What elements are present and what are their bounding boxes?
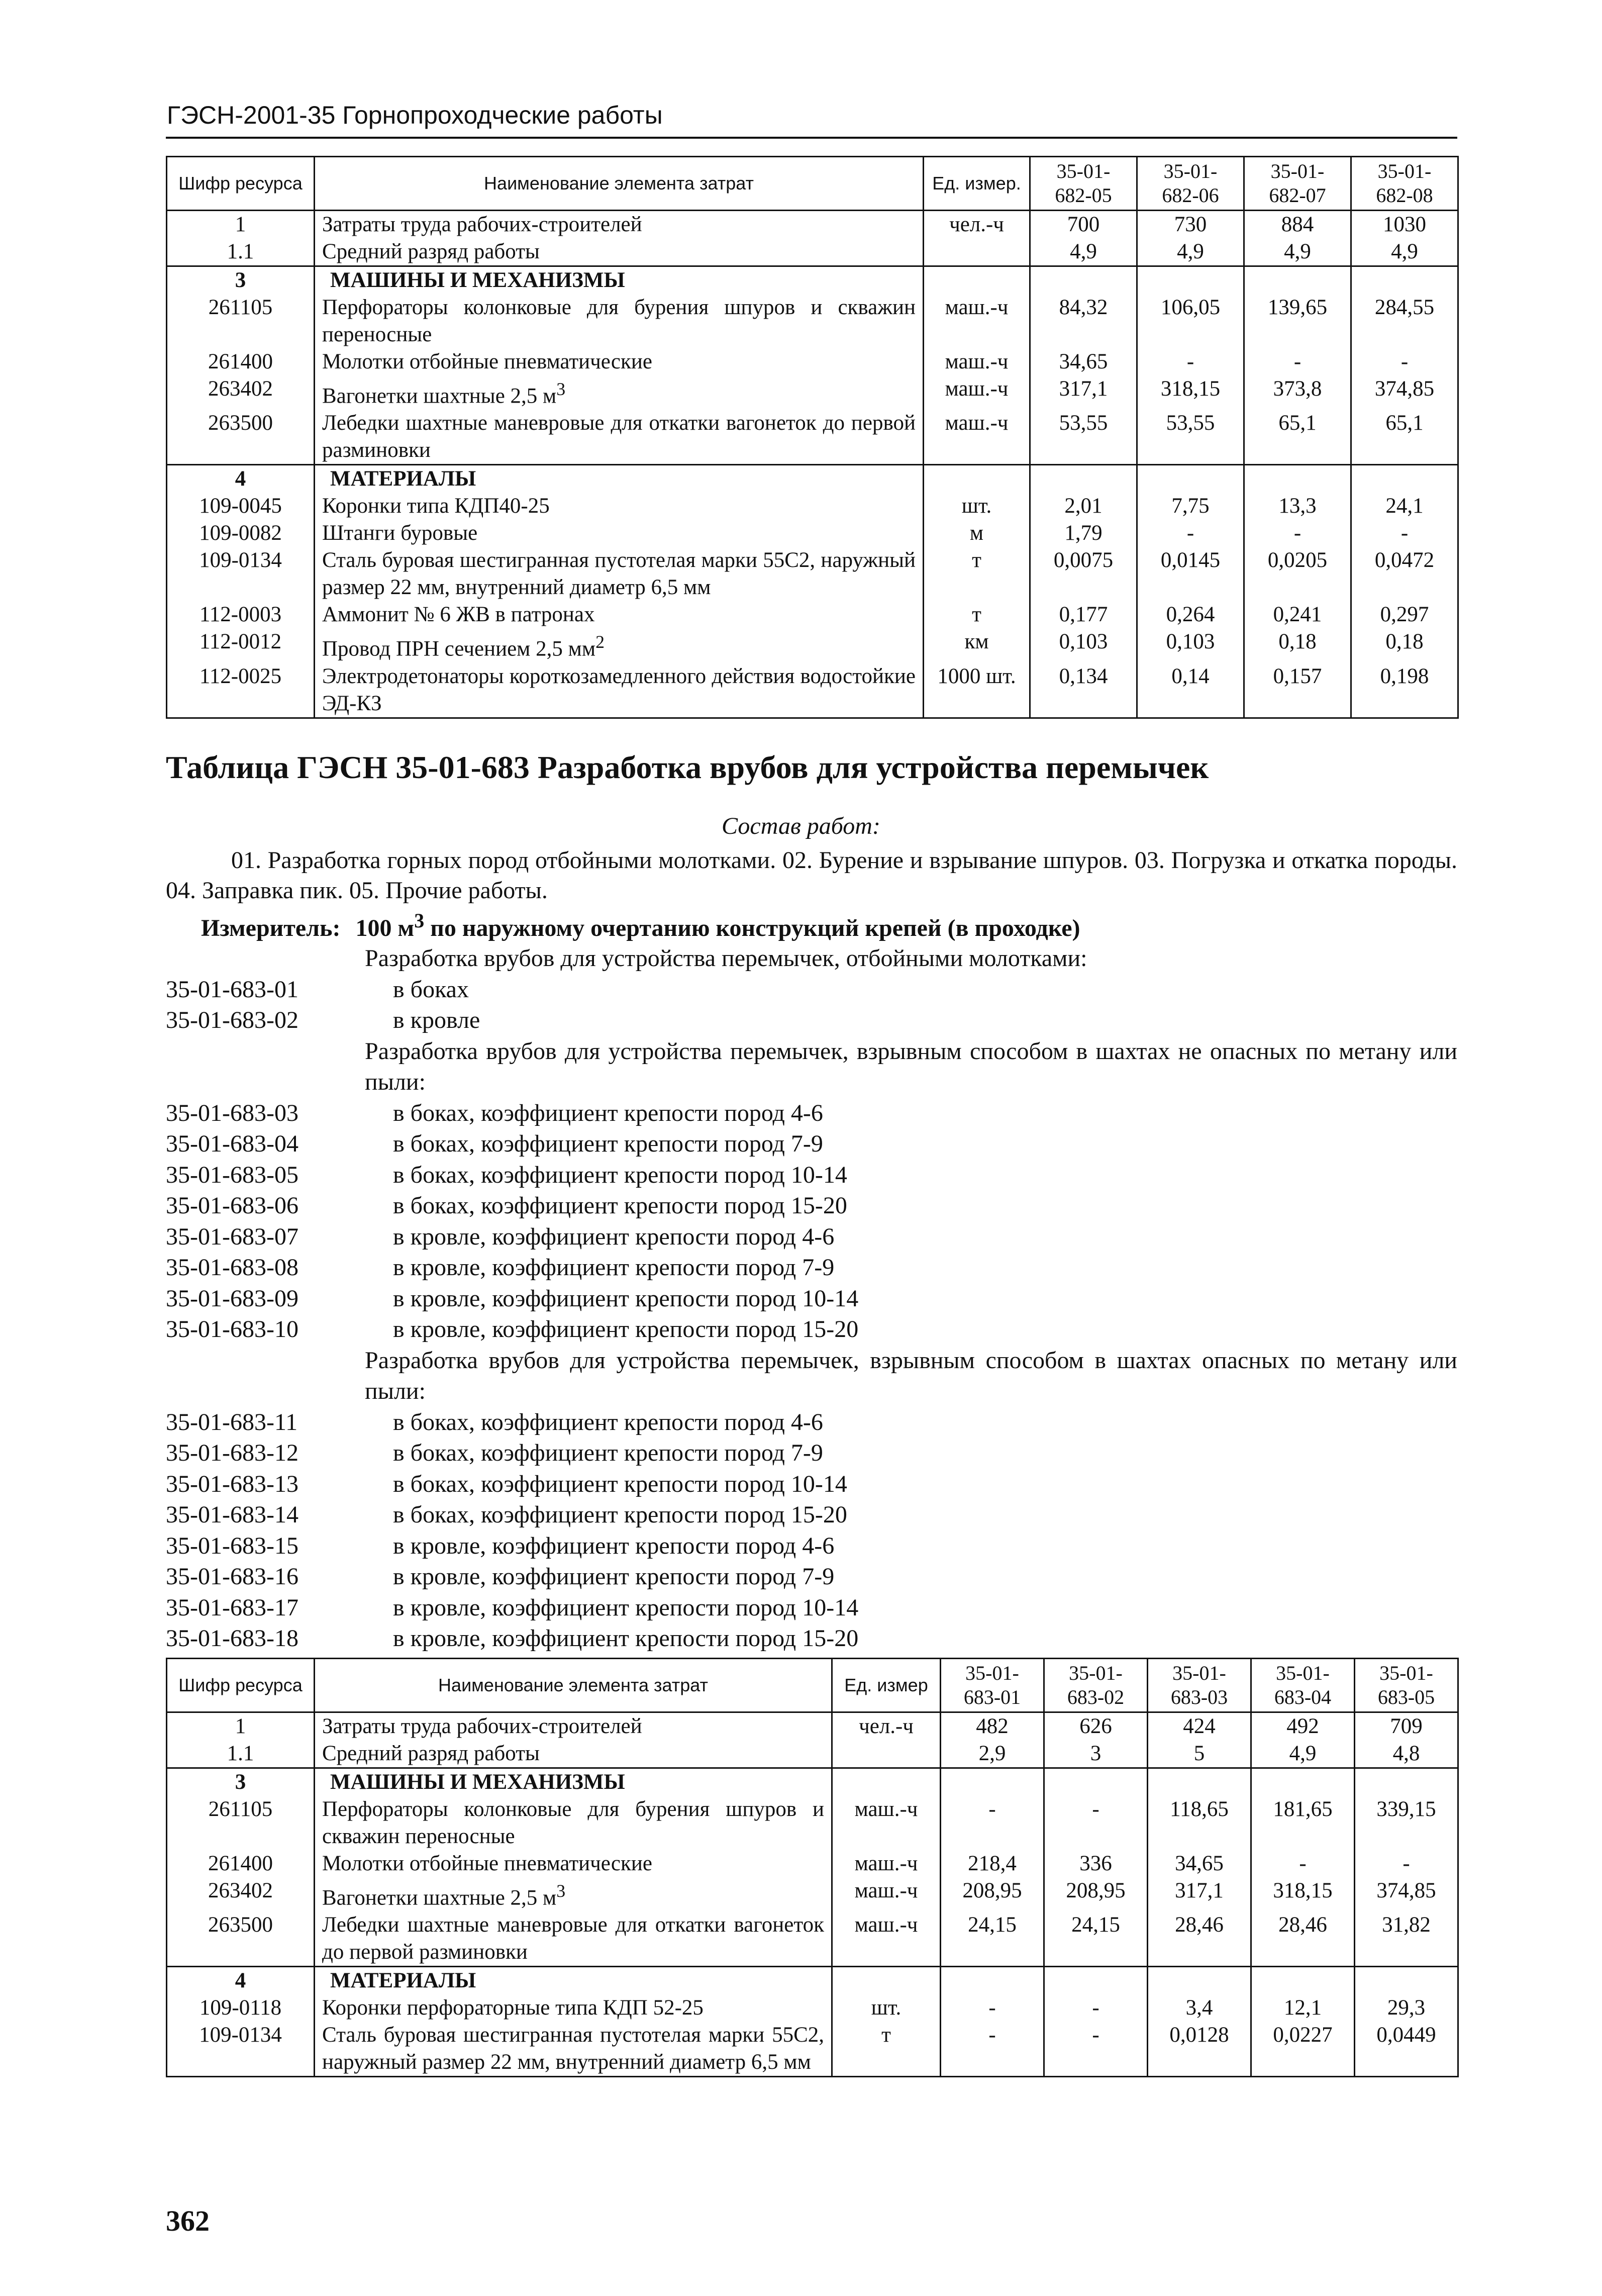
table-row: 261400 Молотки отбойные пневматические маш.-ч 218,4 336 34,65 - - [167, 1850, 1458, 1877]
list-item: 35-01-683-13 в боках, коэффициент крепости пород 10-14 [166, 1470, 847, 1497]
list-item: 35-01-683-07 в кровле, коэффициент крепости пород 4-6 [166, 1223, 835, 1250]
measure-label: Измеритель: [201, 915, 341, 941]
list-item: Разработка врубов для устройства перемычек, взрывным способом в шахтах опасных по метану или пыли: [365, 1347, 1457, 1404]
table-row: 261400 Молотки отбойные пневматические маш.-ч 34,65 - - - [167, 348, 1458, 375]
list-item: 35-01-683-09 в кровле, коэффициент крепости пород 10-14 [166, 1285, 859, 1312]
list-item: 35-01-683-01 в боках [166, 976, 469, 1003]
table-row: 1.1 Средний разряд работы 4,9 4,9 4,9 4,9 [167, 238, 1458, 266]
table-row: 112-0003 Аммонит № 6 ЖВ в патронах т 0,177 0,264 0,241 0,297 [167, 601, 1458, 628]
table-row: 112-0012 Провод ПРН сечением 2,5 $мм^2$ км 0,103 0,103 0,18 0,18 [167, 628, 1458, 662]
resource-table-682 [166, 156, 1459, 719]
header-col-682-08: 35-01- 682-08 [1351, 157, 1458, 211]
table-row: 1 Затраты труда рабочих-строителей чел.-ч 700 730 884 1030 [167, 211, 1458, 239]
table-row: 109-0082 Штанги буровые м 1,79 - - - [167, 520, 1458, 547]
list-item: 35-01-683-18 в кровле, коэффициент крепости пород 15-20 [166, 1625, 859, 1652]
table-row: 263500 Лебедки шахтные маневровые для откатки вагонеток до первой разминовки маш.-ч 24,15 24,15 28,46 28,46 31,82 [167, 1911, 1458, 1967]
header-unit: Ед. измер. [924, 157, 1030, 211]
table-row: 109-0045 Коронки типа КДП40-25 шт. 2,01 7,75 13,3 24,1 [167, 493, 1458, 520]
table-row: 1 Затраты труда рабочих-строителей чел.-ч 482 626 424 492 709 [167, 1712, 1458, 1741]
table-row: 261105 Перфораторы колонковые для бурения шпуров и скважин переносные маш.-ч - - 118,65 181,65 339,15 [167, 1796, 1458, 1850]
table-row: 112-0025 Электродетонаторы короткозамедленного действия водостойкие ЭД-КЗ 1000 шт. 0,134 0,14 0,157 0,198 [167, 663, 1458, 718]
composition-title: Состав работ: [722, 813, 880, 839]
list-item: 35-01-683-17 в кровле, коэффициент крепости пород 10-14 [166, 1594, 859, 1621]
header-code: Шифр ресурса [167, 157, 315, 211]
header-name: Наименование элемента затрат [315, 1659, 832, 1712]
header-col-683-05: 35-01- 683-05 [1355, 1659, 1458, 1712]
header-col-682-05: 35-01- 682-05 [1030, 157, 1137, 211]
running-header: ГЭСН-2001-35 Горнопроходческие работы [167, 101, 663, 129]
table-row: 261105 Перфораторы колонковые для бурения шпуров и скважин переносные маш.-ч 84,32 106,05 139,65 284,55 [167, 294, 1458, 348]
section-row-machines: 3 МАШИНЫ И МЕХАНИЗМЫ [167, 266, 1458, 295]
measure-line: Измеритель: 100 $м^3$ по наружному очертанию конструкций крепей (в проходке) [201, 909, 1080, 941]
header-col-683-03: 35-01- 683-03 [1148, 1659, 1251, 1712]
header-unit: Ед. измер [832, 1659, 941, 1712]
table-row: 109-0134 Сталь буровая шестигранная пустотелая марки 55С2, наружный размер 22 мм, внутренний диаметр 6,5 мм т 0,0075 0,0145 0,0205 0,0472 [167, 547, 1458, 601]
list-item: 35-01-683-15 в кровле, коэффициент крепости пород 4-6 [166, 1532, 835, 1559]
list-item: 35-01-683-14 в боках, коэффициент крепости пород 15-20 [166, 1501, 847, 1528]
header-col-683-02: 35-01- 683-02 [1044, 1659, 1148, 1712]
page-number: 362 [166, 2205, 210, 2237]
list-item: 35-01-683-05 в боках, коэффициент крепости пород 10-14 [166, 1161, 847, 1188]
header-col-682-06: 35-01- 682-06 [1137, 157, 1244, 211]
header-rule [166, 137, 1457, 139]
list-item: 35-01-683-02 в кровле [166, 1007, 480, 1033]
header-col-683-04: 35-01- 683-04 [1251, 1659, 1355, 1712]
table-header-row [167, 1659, 1458, 1712]
table-header-row [167, 157, 1458, 211]
list-item: 35-01-683-06 в боках, коэффициент крепости пород 15-20 [166, 1192, 847, 1219]
table-row: 263402 Вагонетки шахтные 2,5 $м^3$ маш.-ч 208,95 208,95 317,1 318,15 374,85 [167, 1877, 1458, 1911]
list-item: Разработка врубов для устройства перемычек, отбойными молотками: [365, 945, 1087, 972]
table-row: 1.1 Средний разряд работы 2,9 3 5 4,9 4,8 [167, 1740, 1458, 1768]
section-row-machines: 3 МАШИНЫ И МЕХАНИЗМЫ [167, 1768, 1458, 1796]
section-row-materials: 4 МАТЕРИАЛЫ [167, 465, 1458, 493]
table-row: 109-0134 Сталь буровая шестигранная пустотелая марки 55С2, наружный размер 22 мм, внутренний диаметр 6,5 мм т - - 0,0128 0,0227 0,0449 [167, 2022, 1458, 2077]
list-item: Разработка врубов для устройства перемычек, взрывным способом в шахтах не опасных по метану или пыли: [365, 1037, 1457, 1095]
header-name: Наименование элемента затрат [315, 157, 924, 211]
header-col-683-01: 35-01- 683-01 [941, 1659, 1044, 1712]
list-item: 35-01-683-04 в боках, коэффициент крепости пород 7-9 [166, 1130, 823, 1157]
resource-table-683 [166, 1658, 1459, 2077]
table-row: 263500 Лебедки шахтные маневровые для откатки вагонеток до первой разминовки маш.-ч 53,55 53,55 65,1 65,1 [167, 410, 1458, 465]
list-item: 35-01-683-10 в кровле, коэффициент крепости пород 15-20 [166, 1316, 859, 1343]
section-row-materials: 4 МАТЕРИАЛЫ [167, 1967, 1458, 1995]
header-code: Шифр ресурса [167, 1659, 315, 1712]
norm-entries-list [166, 943, 1457, 1654]
list-item: 35-01-683-03 в боках, коэффициент крепости пород 4-6 [166, 1099, 823, 1126]
list-item: 35-01-683-08 в кровле, коэффициент крепости пород 7-9 [166, 1254, 835, 1281]
list-item: 35-01-683-11 в боках, коэффициент крепости пород 4-6 [166, 1408, 823, 1436]
composition-text: 01. Разработка горных пород отбойными молотками. 02. Бурение и взрывание шпуров. 03. Погрузка и откатка породы. 04. Заправка пик. 05. Прочие работы. [166, 847, 1457, 904]
list-item: 35-01-683-12 в боках, коэффициент крепости пород 7-9 [166, 1440, 823, 1466]
header-col-682-07: 35-01- 682-07 [1244, 157, 1351, 211]
table-row: 263402 Вагонетки шахтные 2,5 $м^3$ маш.-ч 317,1 318,15 373,8 374,85 [167, 375, 1458, 410]
list-item: 35-01-683-16 в кровле, коэффициент крепости пород 7-9 [166, 1563, 835, 1590]
table-row: 109-0118 Коронки перфораторные типа КДП 52-25 шт. - - 3,4 12,1 29,3 [167, 1994, 1458, 2022]
table-title: Таблица ГЭСН 35-01-683 Разработка врубов для устройства перемычек [166, 749, 1209, 785]
